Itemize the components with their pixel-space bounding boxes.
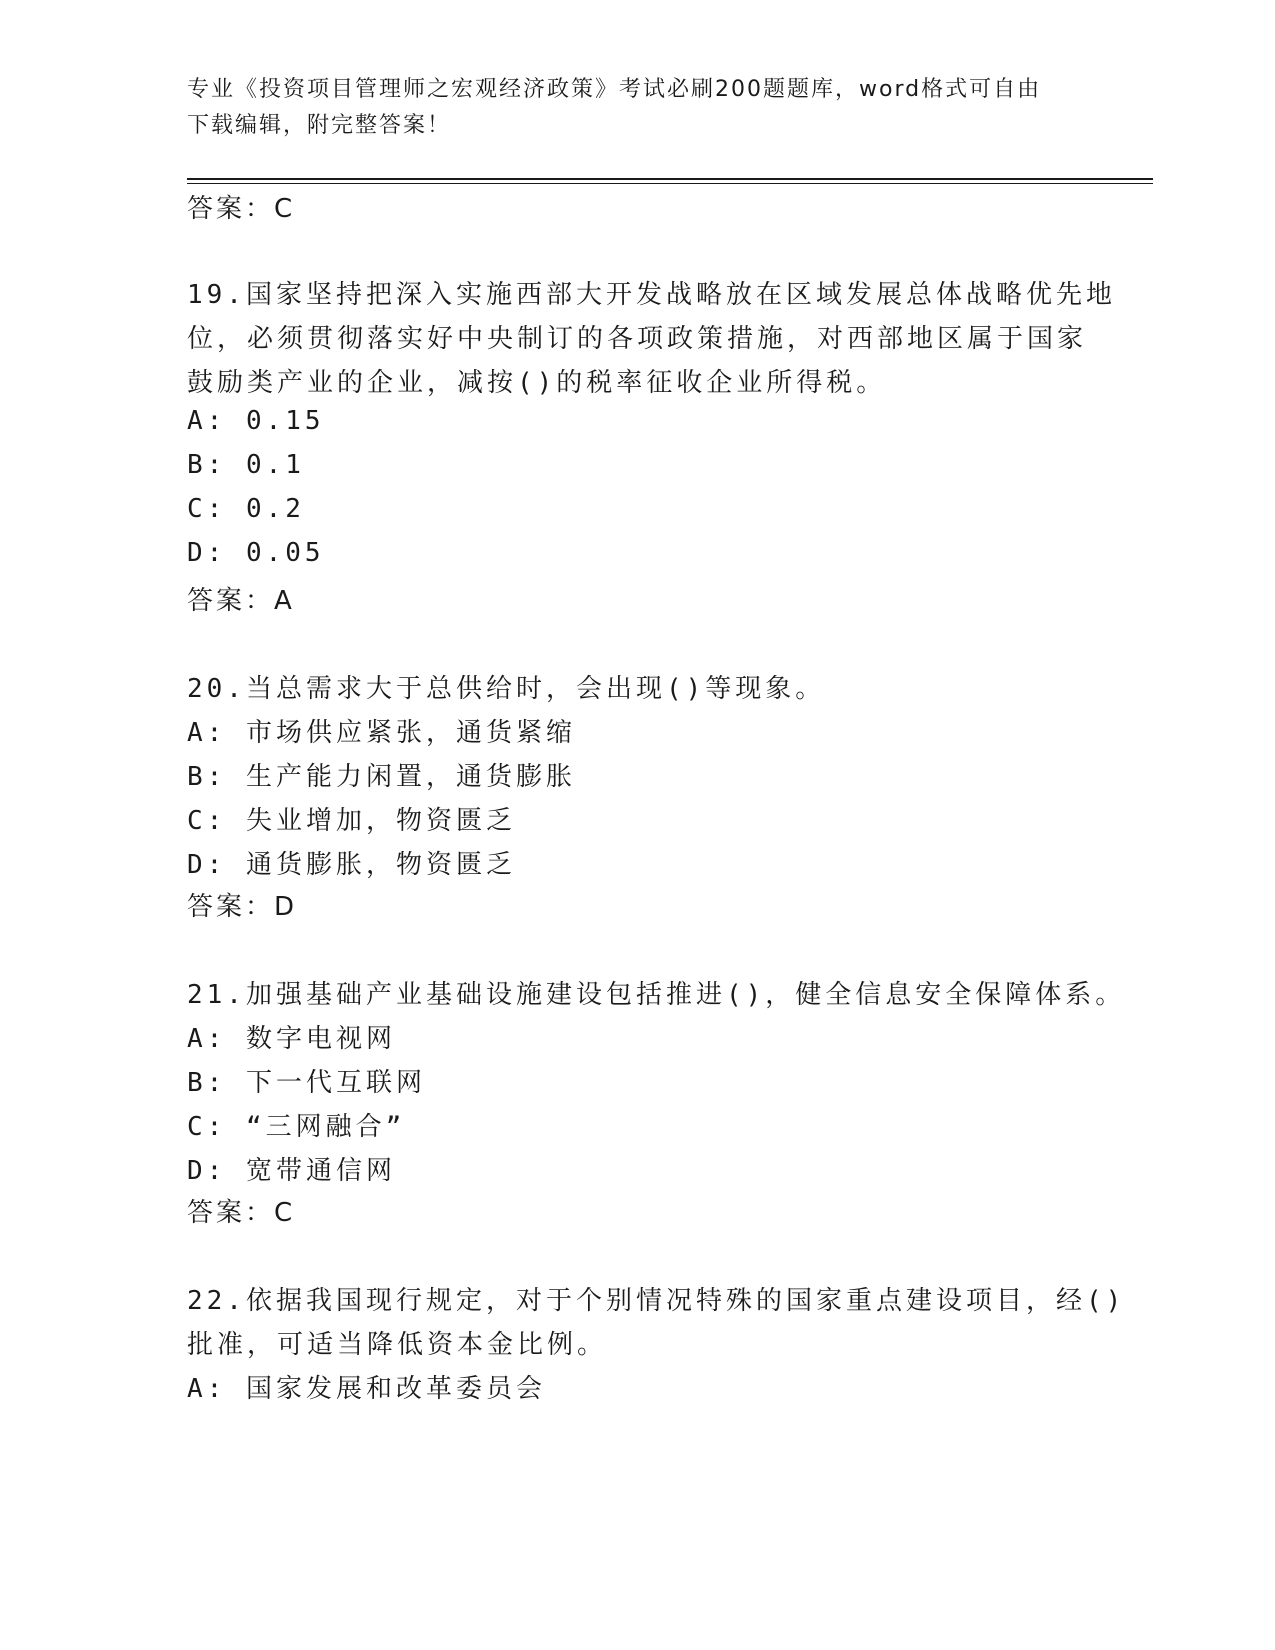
question-21-option-d: D: 宽带通信网 [187,1156,396,1186]
question-19-line-2: 位，必须贯彻落实好中央制订的各项政策措施，对西部地区属于国家 [187,324,1088,354]
question-20-option-d: D: 通货膨胀，物资匮乏 [187,850,516,880]
question-22-line-1: 22.依据我国现行规定，对于个别情况特殊的国家重点建设项目，经() [187,1286,1126,1316]
header-line-1: 专业《投资项目管理师之宏观经济政策》考试必刷200题题库，word格式可自由 [187,77,1042,102]
question-21-line-1: 21.加强基础产业基础设施建设包括推进()，健全信息安全保障体系。 [187,980,1126,1010]
header-rule-thick [187,178,1153,180]
question-19-line-3: 鼓励类产业的企业，减按()的税率征收企业所得税。 [187,368,887,398]
question-19-line-1: 19.国家坚持把深入实施西部大开发战略放在区域发展总体战略优先地 [187,280,1116,310]
header-rule-thin [187,183,1153,184]
question-22-line-2: 批准，可适当降低资本金比例。 [187,1330,608,1360]
question-19-answer: 答案：A [187,586,295,616]
answer-line: 答案：C [187,194,296,224]
question-21-option-a: A: 数字电视网 [187,1024,396,1054]
question-20-option-c: C: 失业增加，物资匮乏 [187,806,516,836]
page-header [187,72,1087,144]
question-22-option-a: A: 国家发展和改革委员会 [187,1374,546,1404]
header-line-2: 下载编辑，附完整答案！ [187,113,452,138]
question-21-option-b: B: 下一代互联网 [187,1068,426,1098]
question-19-option-b: B: 0.1 [187,450,305,480]
question-19-option-c: C: 0.2 [187,494,305,524]
question-21-option-c: C: “三网融合” [187,1112,406,1142]
question-20-option-a: A: 市场供应紧张，通货紧缩 [187,718,576,748]
question-20-option-b: B: 生产能力闲置，通货膨胀 [187,762,576,792]
question-19-option-d: D: 0.05 [187,538,325,568]
question-19-option-a: A: 0.15 [187,406,325,436]
question-20-line-1: 20.当总需求大于总供给时，会出现()等现象。 [187,674,826,704]
question-20-answer: 答案：D [187,892,298,922]
question-21-answer: 答案：C [187,1198,296,1228]
